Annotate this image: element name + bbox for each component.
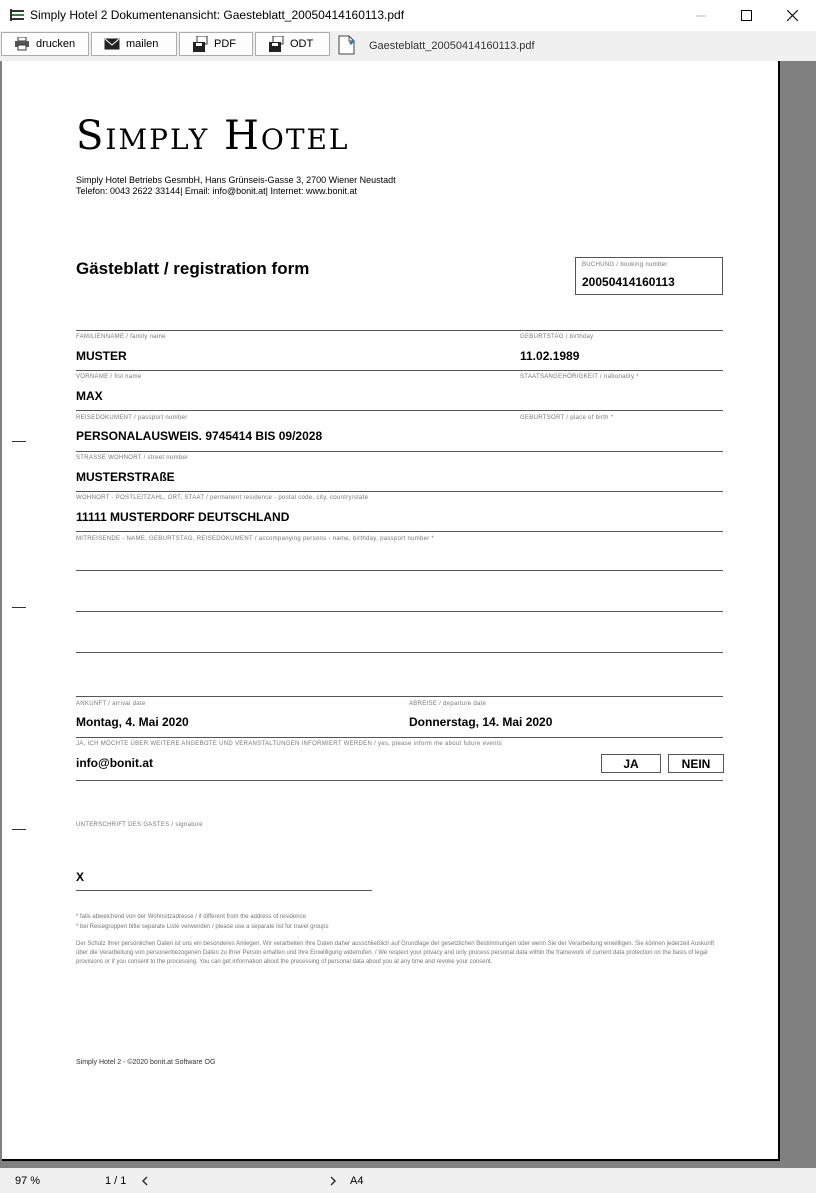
birthplace-label: GEBURTSORT / place of birth *: [520, 415, 614, 421]
residence-value: 11111 MUSTERDORF DEUTSCHLAND: [76, 510, 290, 524]
divider: [76, 531, 723, 532]
footnote-1: * falls abweichend von der Wohnsitzadresse / if different from the address of residence: [76, 914, 306, 920]
document-viewport[interactable]: [0, 61, 816, 1168]
page-indicator: 1 / 1: [105, 1175, 127, 1187]
save-odt-icon: [268, 36, 284, 52]
street-value: MUSTERSTRAßE: [76, 470, 175, 484]
no-box: NEIN: [668, 754, 724, 773]
divider: [76, 491, 723, 492]
print-label: drucken: [36, 38, 76, 50]
minimize-button[interactable]: [678, 0, 724, 31]
fold-mark: [12, 829, 26, 830]
accompanying-label: MITREISENDE - NAME, GEBURTSTAG, REISEDOKUMENT / accompanying persons - name, birthday, passport number *: [76, 536, 435, 542]
divider: [76, 330, 723, 331]
previous-page-icon[interactable]: [141, 1176, 149, 1186]
divider: [76, 410, 723, 411]
footnote-2: * bei Reisegruppen bitte separate Liste verwenden / please use a separate list for travel groups: [76, 924, 329, 930]
hotel-logo: Simply Hotel: [76, 113, 350, 159]
divider: [76, 696, 723, 697]
pdf-label: PDF: [214, 38, 236, 50]
form-heading: Gästeblatt / registration form: [76, 259, 310, 278]
accompanying-line: [76, 570, 723, 571]
status-bar: [0, 1168, 816, 1193]
printer-icon: [14, 37, 30, 51]
departure-label: ABREISE / departure date: [409, 701, 487, 707]
document-icon: [336, 34, 358, 56]
window-title: Simply Hotel 2 Dokumentenansicht: Gaesteblatt_20050414160113.pdf: [30, 8, 405, 22]
nationality-label: STAATSANGEHÖRIGKEIT / nationality *: [520, 374, 639, 380]
page-scroll-track[interactable]: [152, 1178, 324, 1183]
envelope-icon: [104, 38, 120, 50]
address-line-1: Simply Hotel Betriebs GesmbH, Hans Grünseis-Gasse 3, 2700 Wiener Neustadt: [76, 175, 396, 185]
email-value: info@bonit.at: [76, 756, 154, 770]
pdf-button[interactable]: [179, 32, 253, 56]
next-page-icon[interactable]: [329, 1176, 337, 1186]
mail-button[interactable]: [91, 32, 177, 56]
signature-label: UNTERSCHRIFT DES GASTES / signature: [76, 822, 203, 828]
print-button[interactable]: [1, 32, 89, 56]
odt-label: ODT: [290, 38, 314, 50]
copyright: Simply Hotel 2 - ©2020 bonit.at Software OG: [76, 1059, 216, 1066]
zoom-level[interactable]: 97 %: [15, 1175, 41, 1187]
birthday-label: GEBURTSTAG / birthday: [520, 334, 594, 340]
accompanying-line: [76, 652, 723, 653]
privacy-notice: Der Schutz Ihrer persönlichen Daten ist uns ein besonderes Anliegen. Wir verarbeiten Ihre Daten daher ausschließlich auf Grundlage der gesetzlichen Bestimmungen oder wenn Sie der Verarbeitung einwilligen. Sie können jederzeit Auskunft über die Verarbeitung von personenbezogenen Daten zu Ihrer Person erhalten und Ihre Einwilligung widerrufen. / We respect your privacy and only process personal data within the framework of current data protection on the basis of legal provisions or if you consent to the processing. You can get information about the processing of personal data about you at any time and revoke your consent.: [76, 941, 715, 965]
toolbar-filename: Gaesteblatt_20050414160113.pdf: [369, 40, 535, 52]
divider: [76, 370, 723, 371]
departure-value: Donnerstag, 14. Mai 2020: [409, 715, 553, 729]
minimize-icon: [696, 11, 706, 21]
hotel-address: [76, 175, 396, 197]
passport-label: REISEDOKUMENT / passport number: [76, 415, 188, 421]
booking-label: BUCHUNG / booking number: [582, 262, 668, 268]
paper-size: A4: [350, 1175, 364, 1187]
title-bar: [0, 0, 816, 31]
signature-line: [76, 890, 372, 891]
fold-mark: [12, 441, 26, 442]
divider: [76, 737, 723, 738]
signature-mark: X: [76, 870, 85, 884]
street-label: STRASSE WOHNORT / street number: [76, 455, 189, 461]
arrival-label: ANKUNFT / arrival date: [76, 701, 146, 707]
arrival-value: Montag, 4. Mai 2020: [76, 715, 189, 729]
fold-mark: [12, 607, 26, 608]
booking-box: [575, 257, 723, 295]
address-line-2: Telefon: 0043 2622 33144| Email: info@bonit.at| Internet: www.bonit.at: [76, 186, 357, 196]
app-icon: [9, 8, 25, 22]
yes-box: JA: [601, 754, 661, 773]
first-name-label: VORNAME / fist name: [76, 374, 142, 380]
save-pdf-icon: [192, 36, 208, 52]
document-page: [2, 61, 780, 1161]
residence-label: WOHNORT - POSTLEITZAHL, ORT, STAAT / permanent residence - postal code, city, country/state: [76, 495, 369, 501]
divider: [76, 451, 723, 452]
family-name-value: MUSTER: [76, 349, 127, 363]
close-icon: [787, 10, 798, 21]
booking-number: 20050414160113: [582, 275, 675, 289]
odt-button[interactable]: [255, 32, 330, 56]
toolbar: [0, 31, 816, 61]
newsletter-label: JA, ICH MÖCHTE ÜBER WEITERE ANGEBOTE UND VERANSTALTUNGEN INFORMIERT WERDEN / yes, please inform me about future events: [76, 741, 503, 747]
passport-value: PERSONALAUSWEIS. 9745414 BIS 09/2028: [76, 429, 323, 443]
first-name-value: MAX: [76, 389, 103, 403]
divider: [76, 780, 723, 781]
close-button[interactable]: [769, 0, 815, 31]
birthday-value: 11.02.1989: [520, 349, 580, 363]
accompanying-line: [76, 611, 723, 612]
maximize-button[interactable]: [723, 0, 769, 31]
mail-label: mailen: [126, 38, 159, 50]
maximize-icon: [741, 10, 752, 21]
family-name-label: FAMILIENNAME / family name: [76, 334, 166, 340]
